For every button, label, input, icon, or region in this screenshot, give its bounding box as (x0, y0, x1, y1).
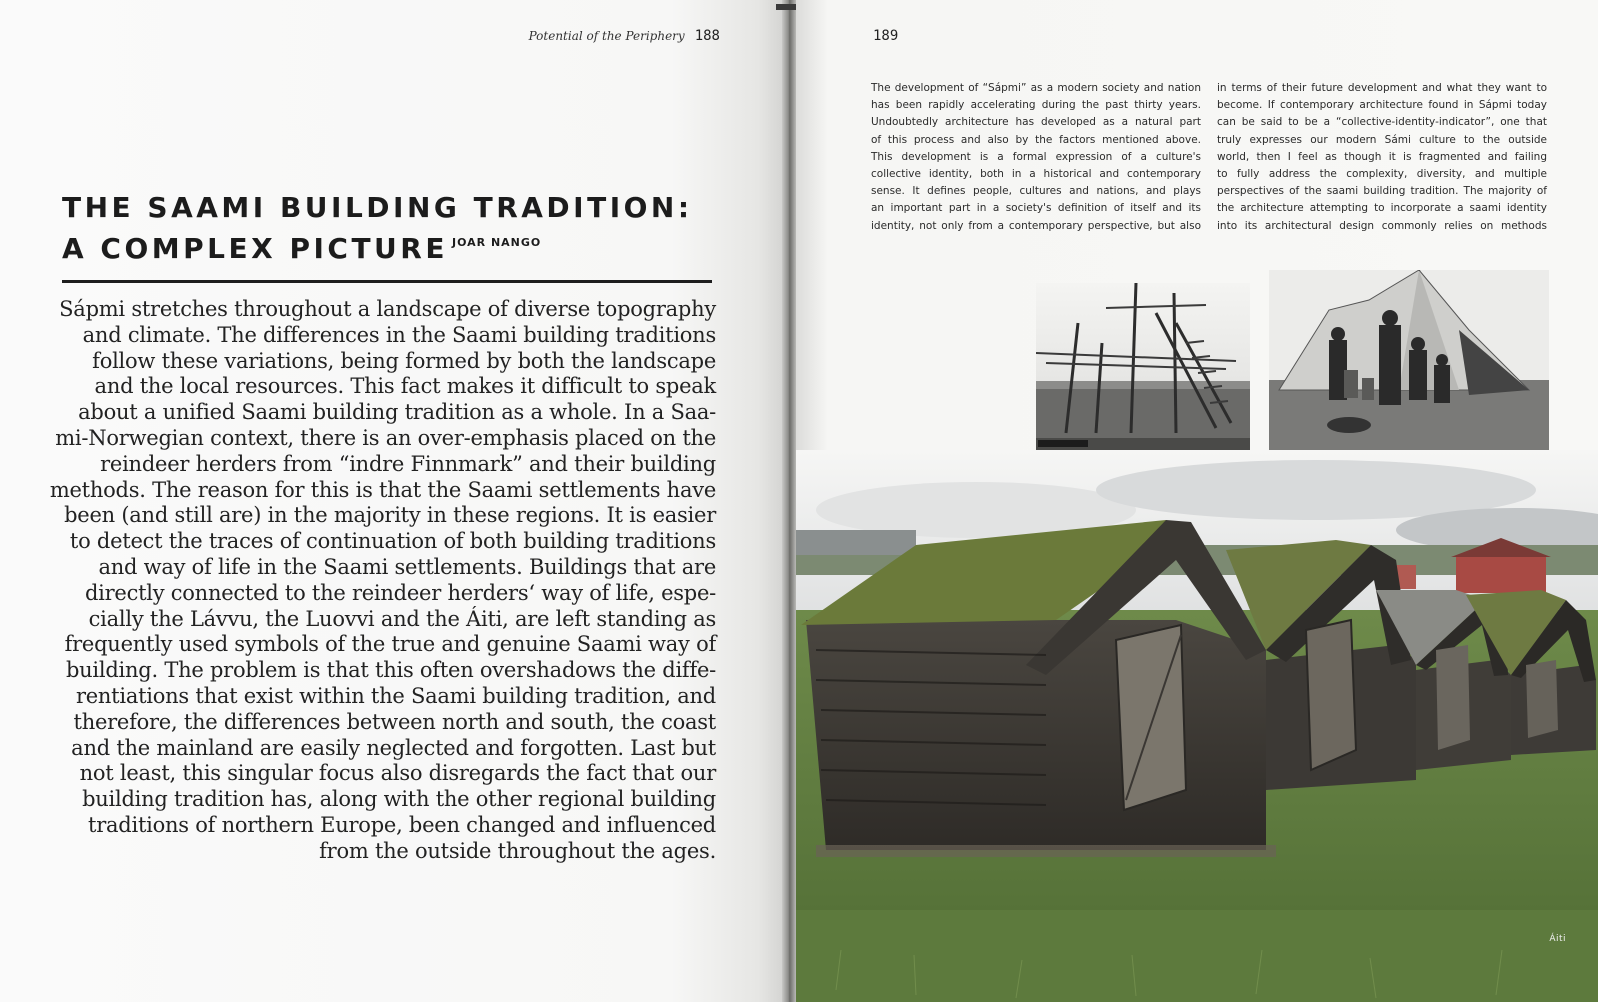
body-line: collective identity, both in a historical and contemporary (871, 168, 1201, 181)
body-line: truly expresses our modern Sámi culture to the outside (1217, 133, 1547, 146)
running-head-title: Potential of the Periphery (528, 29, 685, 43)
body-line: in terms of their future development and what they want to (1217, 82, 1547, 94)
lead-line: mi-Norwegian context, there is an over-emphasis placed on the (55, 425, 716, 450)
lead-line: rentiations that exist within the Saami building tradition, and (75, 683, 716, 708)
luovvi-photo (1036, 283, 1250, 451)
lead-line: and the mainland are easily neglected and forgotten. Last but (71, 735, 716, 760)
lead-line: directly connected to the reindeer herders‘ way of life, espe- (84, 580, 716, 605)
right-page (796, 0, 1598, 1002)
lead-line: from the outside throughout the ages. (319, 838, 716, 863)
page-number-left: 188 (694, 28, 720, 44)
aiti-photo (796, 450, 1598, 1002)
body-line: world, then I feel as though it is fragmented and failing (1217, 150, 1547, 163)
lead-line: methods. The reason for this is that the Saami settlements have (49, 477, 716, 502)
lead-line: building. The problem is that this often overshadows the diffe- (65, 658, 716, 683)
lead-line: Sápmi stretches throughout a landscape of diverse topography (59, 297, 716, 321)
lead-line: frequently used symbols of the true and genuine Saami way of (64, 632, 716, 657)
title-rule (62, 280, 712, 283)
body-column-1 (871, 80, 1201, 235)
body-line: has been rapidly accelerating during the past thirty years. (871, 99, 1201, 112)
body-line: The development of “Sápmi” as a modern society and nation (871, 82, 1201, 94)
body-line: This development is a formal expression of a culture's (871, 150, 1201, 163)
title-line-1: THE SAAMI BUILDING TRADITION: (62, 191, 693, 224)
running-head (460, 28, 720, 44)
body-column-2 (1217, 80, 1547, 235)
article-title (62, 190, 722, 266)
body-line: sense. It defines people, cultures and nations, and plays (871, 185, 1201, 198)
lead-paragraph (46, 297, 716, 865)
body-line: to fully address the complexity, diversity, and multiple (1217, 168, 1547, 181)
lead-line: and way of life in the Saami settlements. Buildings that are (98, 554, 716, 579)
lead-line: therefore, the differences between north and south, the coast (73, 709, 716, 734)
luovvi-illustration (1036, 283, 1250, 451)
body-line: into its architectural design commonly relies on methods (1217, 219, 1547, 232)
lavvu-photo (1269, 270, 1549, 451)
caption-aiti: Áiti (1549, 934, 1566, 944)
lead-line: and climate. The differences in the Saami building traditions (82, 322, 716, 347)
lead-line: to detect the traces of continuation of both building traditions (69, 529, 716, 554)
author-name: JOAR NANGO (451, 236, 542, 249)
lead-line: traditions of northern Europe, been changed and influenced (88, 812, 716, 837)
aiti-illustration (796, 450, 1598, 1002)
title-line-2: A COMPLEX PICTURE (62, 232, 448, 265)
body-line: of this process and also by the factors mentioned above. (871, 133, 1201, 146)
body-line: can be said to be a “collective-identity-indicator”, one that (1217, 116, 1547, 129)
book-gutter (782, 0, 796, 1002)
lead-line: cially the Lávvu, the Luovvi and the Áiti, are left standing as (88, 606, 716, 631)
left-page (0, 0, 790, 1002)
body-line: an important part in a society's definition of itself and its (871, 202, 1201, 215)
lead-line: reindeer herders from “indre Finnmark” and their building (100, 451, 716, 476)
lead-line: not least, this singular focus also disregards the fact that our (79, 761, 716, 786)
lead-line: been (and still are) in the majority in these regions. It is easier (64, 503, 716, 528)
lead-line: building tradition has, along with the other regional building (82, 787, 716, 812)
body-line: identity, not only from a contemporary perspective, but also (871, 219, 1201, 232)
body-line: Undoubtedly architecture has developed as a natural part (871, 116, 1201, 129)
body-line: perspectives of the saami building tradition. The majority of (1217, 185, 1547, 198)
lead-line: about a unified Saami building tradition as a whole. In a Saa- (78, 400, 716, 425)
page-number-right: 189 (873, 28, 899, 44)
lead-line: and the local resources. This fact makes it difficult to speak (94, 374, 716, 399)
lavvu-illustration (1269, 270, 1549, 451)
body-line: become. If contemporary architecture found in Sápmi today (1217, 99, 1547, 112)
lead-line: follow these variations, being formed by both the landscape (92, 348, 716, 373)
body-line: the architecture attempting to incorporate a saami identity (1217, 202, 1547, 215)
